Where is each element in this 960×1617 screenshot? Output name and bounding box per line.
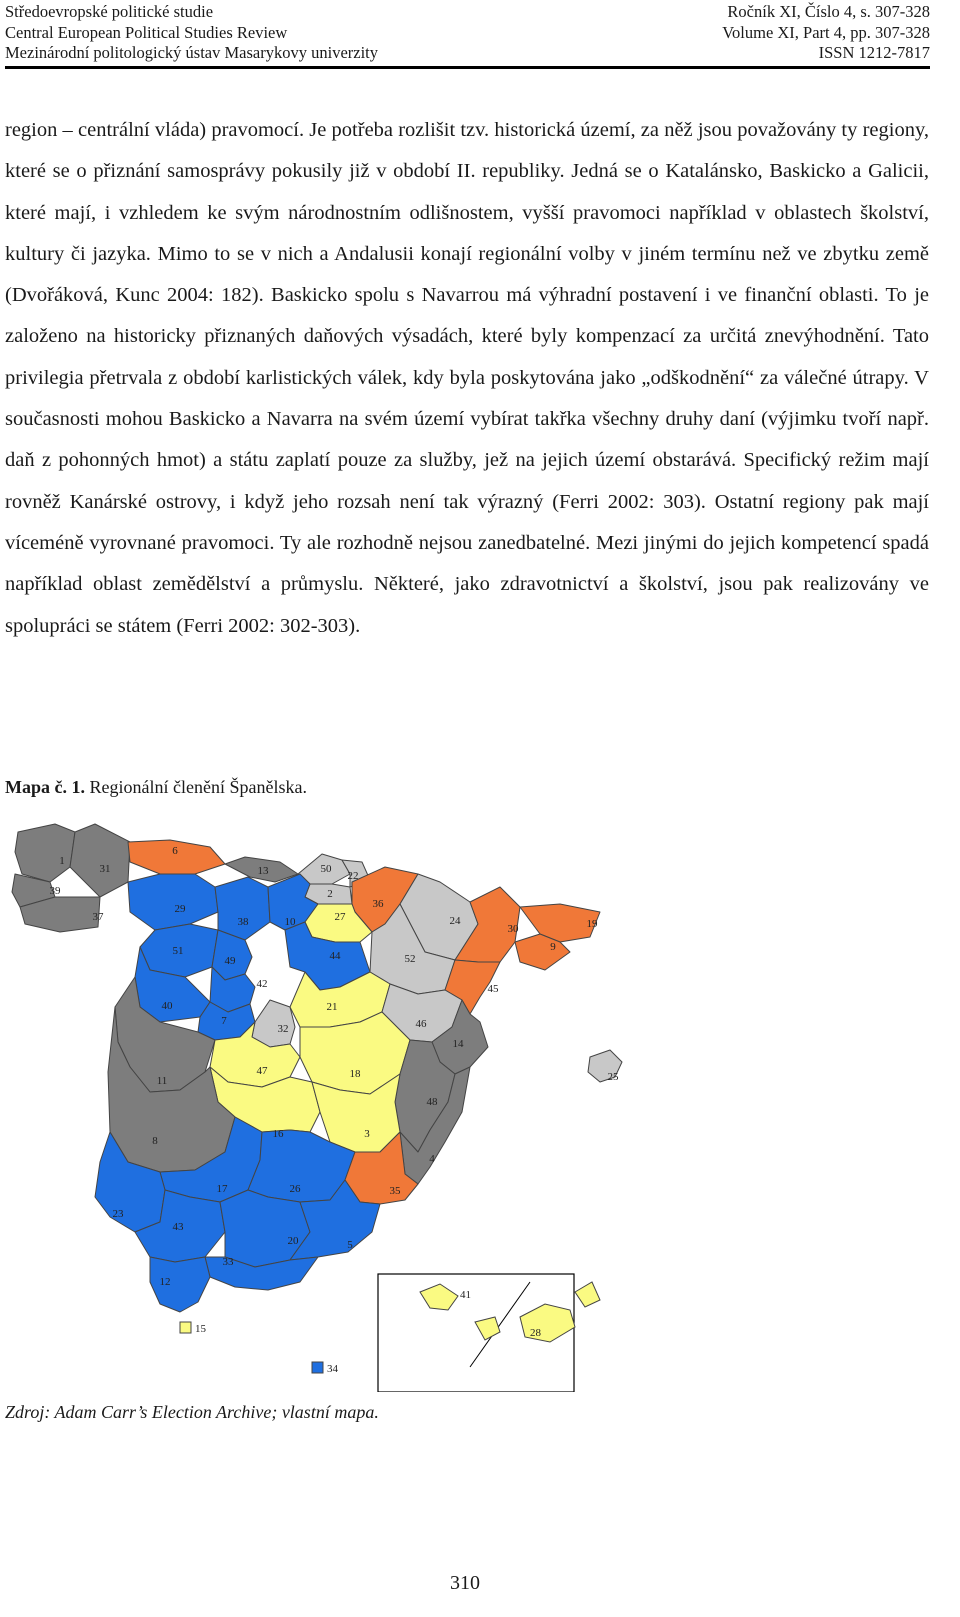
province-label-44: 44 [329, 950, 341, 962]
province-label-3: 3 [364, 1128, 370, 1140]
province-label-42: 42 [256, 978, 268, 990]
province-label-32: 32 [277, 1023, 289, 1035]
province-label-25: 25 [607, 1071, 619, 1083]
province-label-5: 5 [347, 1239, 353, 1251]
volume-cz: Ročník XI, Číslo 4, s. 307-328 [727, 2, 930, 21]
province-label-15: 15 [195, 1323, 206, 1335]
province-label-17: 17 [216, 1183, 228, 1195]
province-label-18: 18 [349, 1068, 361, 1080]
province-label-28: 28 [530, 1327, 541, 1339]
figure-caption-text: Regionální členění Španělska. [89, 777, 307, 797]
province-label-47: 47 [256, 1065, 268, 1077]
province-label-31: 31 [99, 863, 111, 875]
province-label-2: 2 [327, 888, 333, 900]
province-label-34: 34 [327, 1363, 338, 1375]
province-label-35: 35 [389, 1185, 401, 1197]
province-label-30: 30 [507, 923, 519, 935]
province-label-12: 12 [159, 1276, 171, 1288]
header-rule [5, 66, 930, 69]
figure-caption [5, 777, 307, 798]
province-label-51: 51 [172, 945, 184, 957]
province-label-26: 26 [289, 1183, 301, 1195]
spain-regional-map [0, 812, 650, 1392]
province-label-11: 11 [156, 1075, 168, 1087]
province-label-8: 8 [152, 1135, 158, 1147]
issn: ISSN 1212-7817 [818, 43, 930, 62]
province-label-10: 10 [284, 916, 296, 928]
body-paragraph: region – centrální vláda) pravomocí. Je potřeba rozlišit tzv. historická území, za něž jsou považovány ty regiony, které se o přiznání samosprávy pokusily již v období II. republiky. Jedná se o Katalánsko, Baskicko a Galicii, které mají, i vzhledem ke svým národnostním odlišnostem, vyšší pravomoci například v oblastech školství, kultury či jazyka. Mimo to se v nich a Andalusii konají regionální volby v jiném termínu než ve zbytku země (Dvořáková, Kunc 2004: 182). Baskicko spolu s Navarrou má výhradní postavení i ve finanční oblasti. To je založeno na historicky přiznaných daňových výsadách, které byly kompenzací za určitá znevýhodnění. Tato privilegia přetrvala z období karlistických válek, kdy byla poskytována jako „odškodnění“ za válečné útrapy. V současnosti mohou Baskicko a Navarra na svém území vybírat takřka všechny druhy daní (výjimku tvoří např. daň z pohonných hmot) a státu zaplatí pouze za služby, jež na jejich území obstarává. Specifický režim mají rovněž Kanárské ostrovy, i když jeho rozsah není tak výrazný (Ferri 2002: 303). Ostatní regiony pak mají víceméně vyrovnané pravomoci. Ty ale rozhodně nejsou zanedbatelné. Mezi jinými do jejich kompetencí spadá například oblast zemědělství a průmyslu. Některé, jako zdravotnictví a školství, jsou pak realizovány ve spolupráci se státem (Ferri 2002: 302-303). [5, 119, 929, 637]
province-29 [128, 874, 218, 930]
canary-island-x2 [575, 1282, 600, 1307]
journal-title-en: Central European Political Studies Review [5, 22, 288, 42]
province-label-20: 20 [287, 1235, 299, 1247]
running-header [5, 2, 930, 68]
province-label-46: 46 [415, 1018, 427, 1030]
figure-label: Mapa č. 1. [5, 777, 85, 797]
province-label-1: 1 [59, 855, 65, 867]
province-38 [215, 877, 270, 940]
province-31 [70, 824, 130, 897]
figure-source: Zdroj: Adam Carr’s Election Archive; vlastní mapa. [5, 1402, 379, 1422]
province-label-24: 24 [449, 915, 461, 927]
volume-en: Volume XI, Part 4, pp. 307-328 [722, 22, 930, 42]
province-label-37: 37 [92, 911, 104, 923]
province-label-9: 9 [550, 941, 556, 953]
institute-name: Mezinárodní politologický ústav Masarykovy univerzity [5, 43, 379, 62]
province-1 [15, 824, 75, 882]
enclave-marker-15 [180, 1322, 191, 1333]
province-label-19: 19 [586, 918, 598, 930]
province-32 [252, 1000, 295, 1047]
province-label-52: 52 [404, 953, 416, 965]
province-label-50: 50 [320, 863, 332, 875]
province-label-48: 48 [426, 1096, 438, 1108]
province-label-16: 16 [272, 1128, 284, 1140]
province-label-21: 21 [326, 1001, 338, 1013]
province-label-45: 45 [487, 983, 499, 995]
province-label-14: 14 [452, 1038, 464, 1050]
province-label-36: 36 [372, 898, 384, 910]
journal-title-cz: Středoevropské politické studie [5, 2, 214, 21]
province-label-23: 23 [112, 1208, 124, 1220]
province-label-4: 4 [429, 1153, 435, 1165]
province-label-27: 27 [334, 911, 346, 923]
province-label-29: 29 [174, 903, 186, 915]
province-label-38: 38 [237, 916, 249, 928]
province-label-22: 22 [347, 870, 359, 882]
province-label-40: 40 [161, 1000, 173, 1012]
page-number: 310 [450, 1572, 480, 1594]
province-label-41: 41 [460, 1289, 471, 1301]
enclave-marker-34 [312, 1362, 323, 1373]
province-label-13: 13 [257, 865, 269, 877]
province-label-7: 7 [221, 1015, 227, 1027]
province-label-33: 33 [222, 1256, 234, 1268]
province-label-49: 49 [224, 955, 236, 967]
province-label-43: 43 [172, 1221, 184, 1233]
province-label-39: 39 [49, 885, 61, 897]
province-label-6: 6 [172, 845, 178, 857]
